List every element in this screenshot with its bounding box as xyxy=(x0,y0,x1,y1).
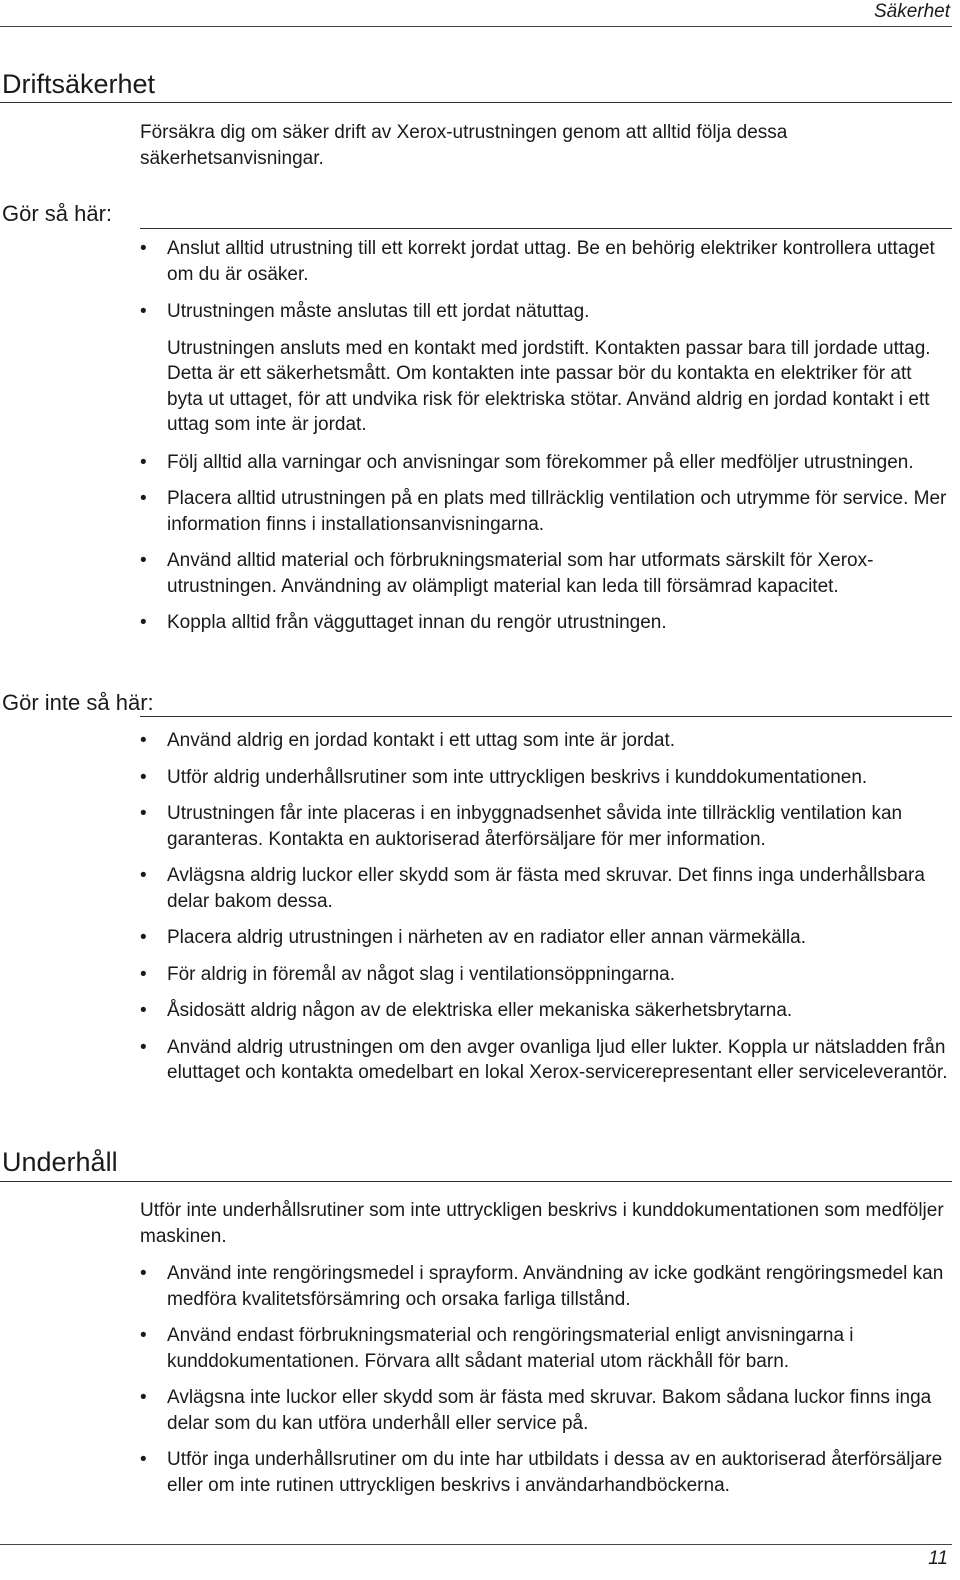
section-rule-underhall xyxy=(0,1181,952,1182)
list-item-text: Utrustningen måste anslutas till ett jordat nätuttag. xyxy=(167,301,590,322)
list-item xyxy=(140,962,952,988)
list-item xyxy=(140,863,952,914)
section-heading-underhall: Underhåll xyxy=(2,1147,118,1177)
subheading-dont: Gör inte så här: xyxy=(2,690,154,715)
page-number: 11 xyxy=(928,1548,948,1569)
list-item-text: Använd inte rengöringsmedel i sprayform. Användning av icke godkänt rengöringsmedel kan medföra kvalitetsförsämring och orsaka farliga tillstånd. xyxy=(167,1263,944,1310)
list-item xyxy=(140,486,952,537)
list-item xyxy=(140,1385,952,1436)
bullet: • xyxy=(140,865,147,886)
bullet: • xyxy=(140,550,147,571)
bullet: • xyxy=(140,963,147,985)
list-item-text: Åsidosätt aldrig någon av de elektriska eller mekaniska säkerhetsbrytarna. xyxy=(167,1000,793,1021)
list-item xyxy=(140,610,952,636)
list-item xyxy=(140,925,952,951)
list-item-text: Använd endast förbrukningsmaterial och rengöringsmaterial enligt anvisningarna i kunddokumentationen. Förvara allt sådant material utom räckhåll för barn. xyxy=(167,1325,854,1372)
list-item-text: Använd alltid material och förbrukningsmaterial som har utformats särskilt för Xerox-utrustningen. Användning av olämpligt material kan leda till försämrad kapacitet. xyxy=(167,550,874,597)
list-item-text: Följ alltid alla varningar och anvisningar som förekommer på eller medföljer utrustningen. xyxy=(167,451,914,473)
list-item-text: Avlägsna inte luckor eller skydd som är fästa med skruvar. Bakom sådana luckor finns inga delar som du kan utföra underhåll eller service på. xyxy=(167,1387,932,1434)
dont-list xyxy=(140,728,952,1086)
list-item xyxy=(140,299,952,438)
bullet: • xyxy=(140,301,147,322)
bullet: • xyxy=(140,1387,147,1408)
bullet: • xyxy=(140,612,147,633)
bullet: • xyxy=(140,803,147,824)
bullet: • xyxy=(140,927,147,948)
do-list xyxy=(140,236,952,636)
list-item xyxy=(140,1261,952,1312)
grounding-note-paragraph: Utrustningen ansluts med en kontakt med jordstift. Kontakten passar bara till jordade uttag. Detta är ett säkerhetsmått. Om kontakten inte passar bör du kontakta en elektriker för att byta ut uttaget, för att undvika risk för elektriska stötar. Använd aldrig en jordad kontakt i ett uttag som inte är jordat. xyxy=(167,337,931,435)
list-item xyxy=(140,548,952,599)
bullet: • xyxy=(140,1000,147,1021)
running-header-title: Säkerhet xyxy=(873,1,950,22)
list-item xyxy=(140,1323,952,1374)
list-item-text: Placera aldrig utrustningen i närheten av en radiator eller annan värmekälla. xyxy=(167,927,806,948)
list-item xyxy=(140,1447,952,1498)
subsection-rule-do xyxy=(140,228,952,229)
subsection-rule-dont xyxy=(140,716,952,717)
drift-intro-paragraph: Försäkra dig om säker drift av Xerox-utrustningen genom att alltid följa dessa säkerhetsanvisningar. xyxy=(140,122,788,169)
list-item xyxy=(140,728,952,754)
list-item xyxy=(140,450,952,476)
list-item xyxy=(140,801,952,852)
bullet: • xyxy=(140,488,147,509)
subheading-do: Gör så här: xyxy=(2,201,113,226)
list-item xyxy=(140,1035,952,1086)
list-item xyxy=(140,236,952,287)
list-item-text: Utrustningen får inte placeras i en inbyggnadsenhet såvida inte tillräcklig ventilation kan garanteras. Kontakta en auktoriserad återförsäljare för mer information. xyxy=(167,803,903,850)
list-item-text: För aldrig in föremål av något slag i ventilationsöppningarna. xyxy=(167,963,676,985)
bullet: • xyxy=(140,1036,147,1058)
bullet: • xyxy=(140,1325,147,1346)
section-rule-driftsakerhet xyxy=(0,102,952,103)
maintenance-intro-paragraph: Utför inte underhållsrutiner som inte uttryckligen beskrivs i kunddokumentationen som medföljer maskinen. xyxy=(140,1200,944,1247)
bullet: • xyxy=(140,1263,147,1284)
bullet: • xyxy=(140,730,147,751)
list-item xyxy=(140,998,952,1024)
section-heading-driftsakerhet: Driftsäkerhet xyxy=(2,69,156,99)
bullet: • xyxy=(140,238,147,259)
list-item-text: Placera alltid utrustningen på en plats med tillräcklig ventilation och utrymme för service. Mer information finns i installationsanvisningarna. xyxy=(167,488,947,535)
header-rule xyxy=(0,26,952,27)
bullet: • xyxy=(140,1449,147,1470)
list-item-text: Anslut alltid utrustning till ett korrekt jordat uttag. Be en behörig elektriker kontrollera uttaget om du är osäker. xyxy=(167,238,935,285)
list-item-text: Utför inga underhållsrutiner om du inte har utbildats i dessa av en auktoriserad återförsäljare eller om inte rutinen uttryckligen beskrivs i användarhandböckerna. xyxy=(167,1449,943,1496)
list-item-text: Använd aldrig utrustningen om den avger ovanliga ljud eller lukter. Koppla ur nätsladden från eluttaget och kontakta omedelbart en lokal Xerox-servicerepresentant eller serviceleverantör. xyxy=(167,1036,948,1083)
list-item-text: Använd aldrig en jordad kontakt i ett uttag som inte är jordat. xyxy=(167,730,676,751)
bullet: • xyxy=(140,451,147,473)
list-item-text: Utför aldrig underhållsrutiner som inte uttryckligen beskrivs i kunddokumentationen. xyxy=(167,766,868,788)
footer-rule xyxy=(0,1544,952,1545)
bullet: • xyxy=(140,766,147,788)
maintenance-list xyxy=(140,1261,952,1498)
list-item-text: Avlägsna aldrig luckor eller skydd som är fästa med skruvar. Det finns inga underhållsbara delar bakom dessa. xyxy=(167,865,925,912)
list-item-text: Koppla alltid från vägguttaget innan du rengör utrustningen. xyxy=(167,612,667,633)
list-item xyxy=(140,765,952,791)
